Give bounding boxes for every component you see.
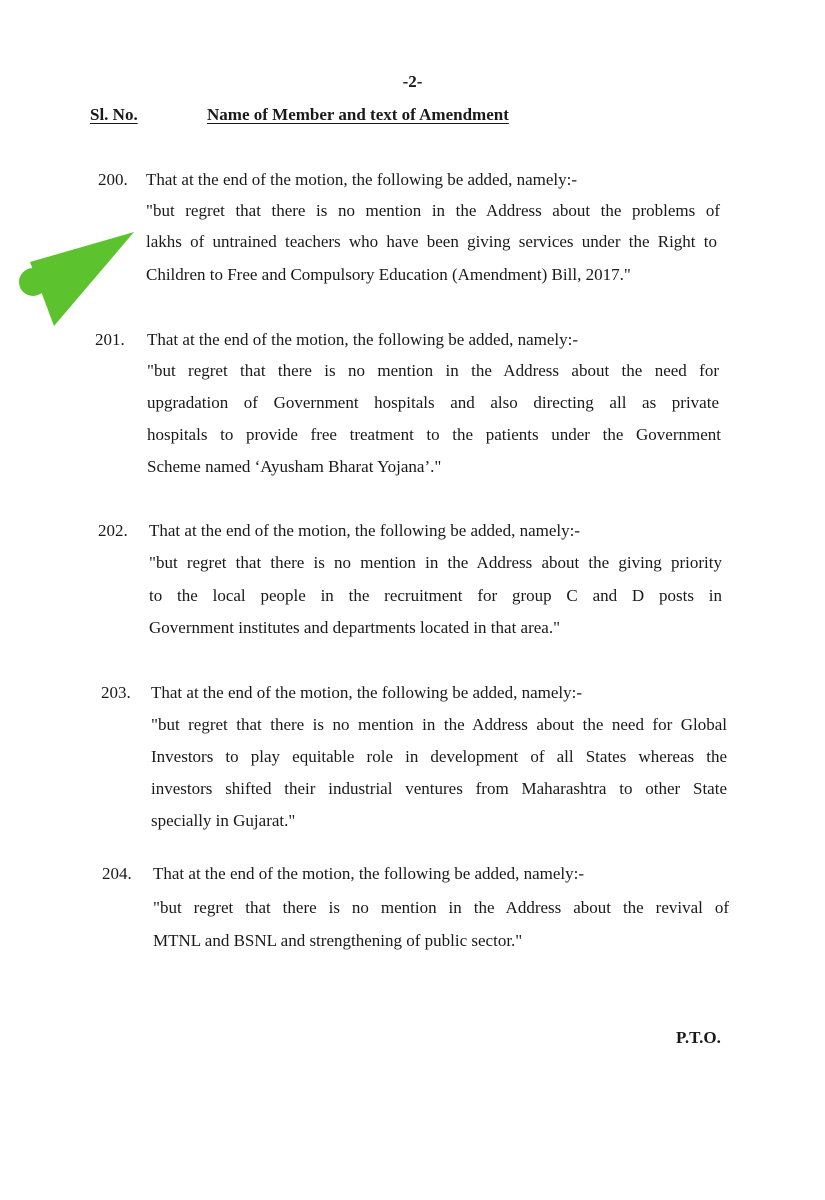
amendment-line: That at the end of the motion, the following be added, namely:- bbox=[151, 683, 583, 702]
amendment-line: MTNL and BSNL and strengthening of public sector." bbox=[153, 931, 523, 950]
amendment-line: to the local people in the recruitment for group C and D posts in bbox=[149, 586, 722, 605]
green-triangle-marker-icon bbox=[0, 0, 140, 330]
amendment-line: Children to Free and Compulsory Education (Amendment) Bill, 2017." bbox=[146, 265, 631, 284]
amendment-line: lakhs of untrained teachers who have been giving services under the Right to bbox=[146, 232, 717, 251]
amendment-line: "but regret that there is no mention in the Address about the revival of bbox=[153, 898, 729, 917]
amendment-line: specially in Gujarat." bbox=[151, 811, 296, 830]
amendment-line: investors shifted their industrial ventures from Maharashtra to other State bbox=[151, 779, 727, 798]
item-number: 203. bbox=[101, 683, 131, 702]
item-number: 200. bbox=[98, 170, 128, 189]
amendment-line: upgradation of Government hospitals and also directing all as private bbox=[147, 393, 719, 412]
amendment-line: That at the end of the motion, the following be added, namely:- bbox=[146, 170, 578, 189]
amendment-line: That at the end of the motion, the following be added, namely:- bbox=[153, 864, 585, 883]
amendment-line: "but regret that there is no mention in the Address about the problems of bbox=[146, 201, 720, 220]
item-number: 202. bbox=[98, 521, 128, 540]
amendment-line: hospitals to provide free treatment to the patients under the Government bbox=[147, 425, 721, 444]
amendment-line: Investors to play equitable role in development of all States whereas the bbox=[151, 747, 727, 766]
amendment-line: "but regret that there is no mention in the Address about the need for bbox=[147, 361, 719, 380]
pto-label: P.T.O. bbox=[676, 1028, 721, 1047]
column-header-sl-no: Sl. No. bbox=[90, 105, 138, 124]
amendment-line: That at the end of the motion, the following be added, namely:- bbox=[147, 330, 579, 349]
item-number: 201. bbox=[95, 330, 125, 349]
amendment-line: "but regret that there is no mention in the Address about the giving priority bbox=[149, 553, 722, 572]
item-number: 204. bbox=[102, 864, 132, 883]
column-header-member-amendment: Name of Member and text of Amendment bbox=[207, 105, 509, 124]
page-number: -2- bbox=[402, 72, 423, 91]
amendment-line: "but regret that there is no mention in the Address about the need for Global bbox=[151, 715, 727, 734]
amendment-line: That at the end of the motion, the following be added, namely:- bbox=[149, 521, 581, 540]
amendment-line: Scheme named ‘Ayusham Bharat Yojana’." bbox=[147, 457, 442, 476]
amendment-line: Government institutes and departments located in that area." bbox=[149, 618, 561, 637]
